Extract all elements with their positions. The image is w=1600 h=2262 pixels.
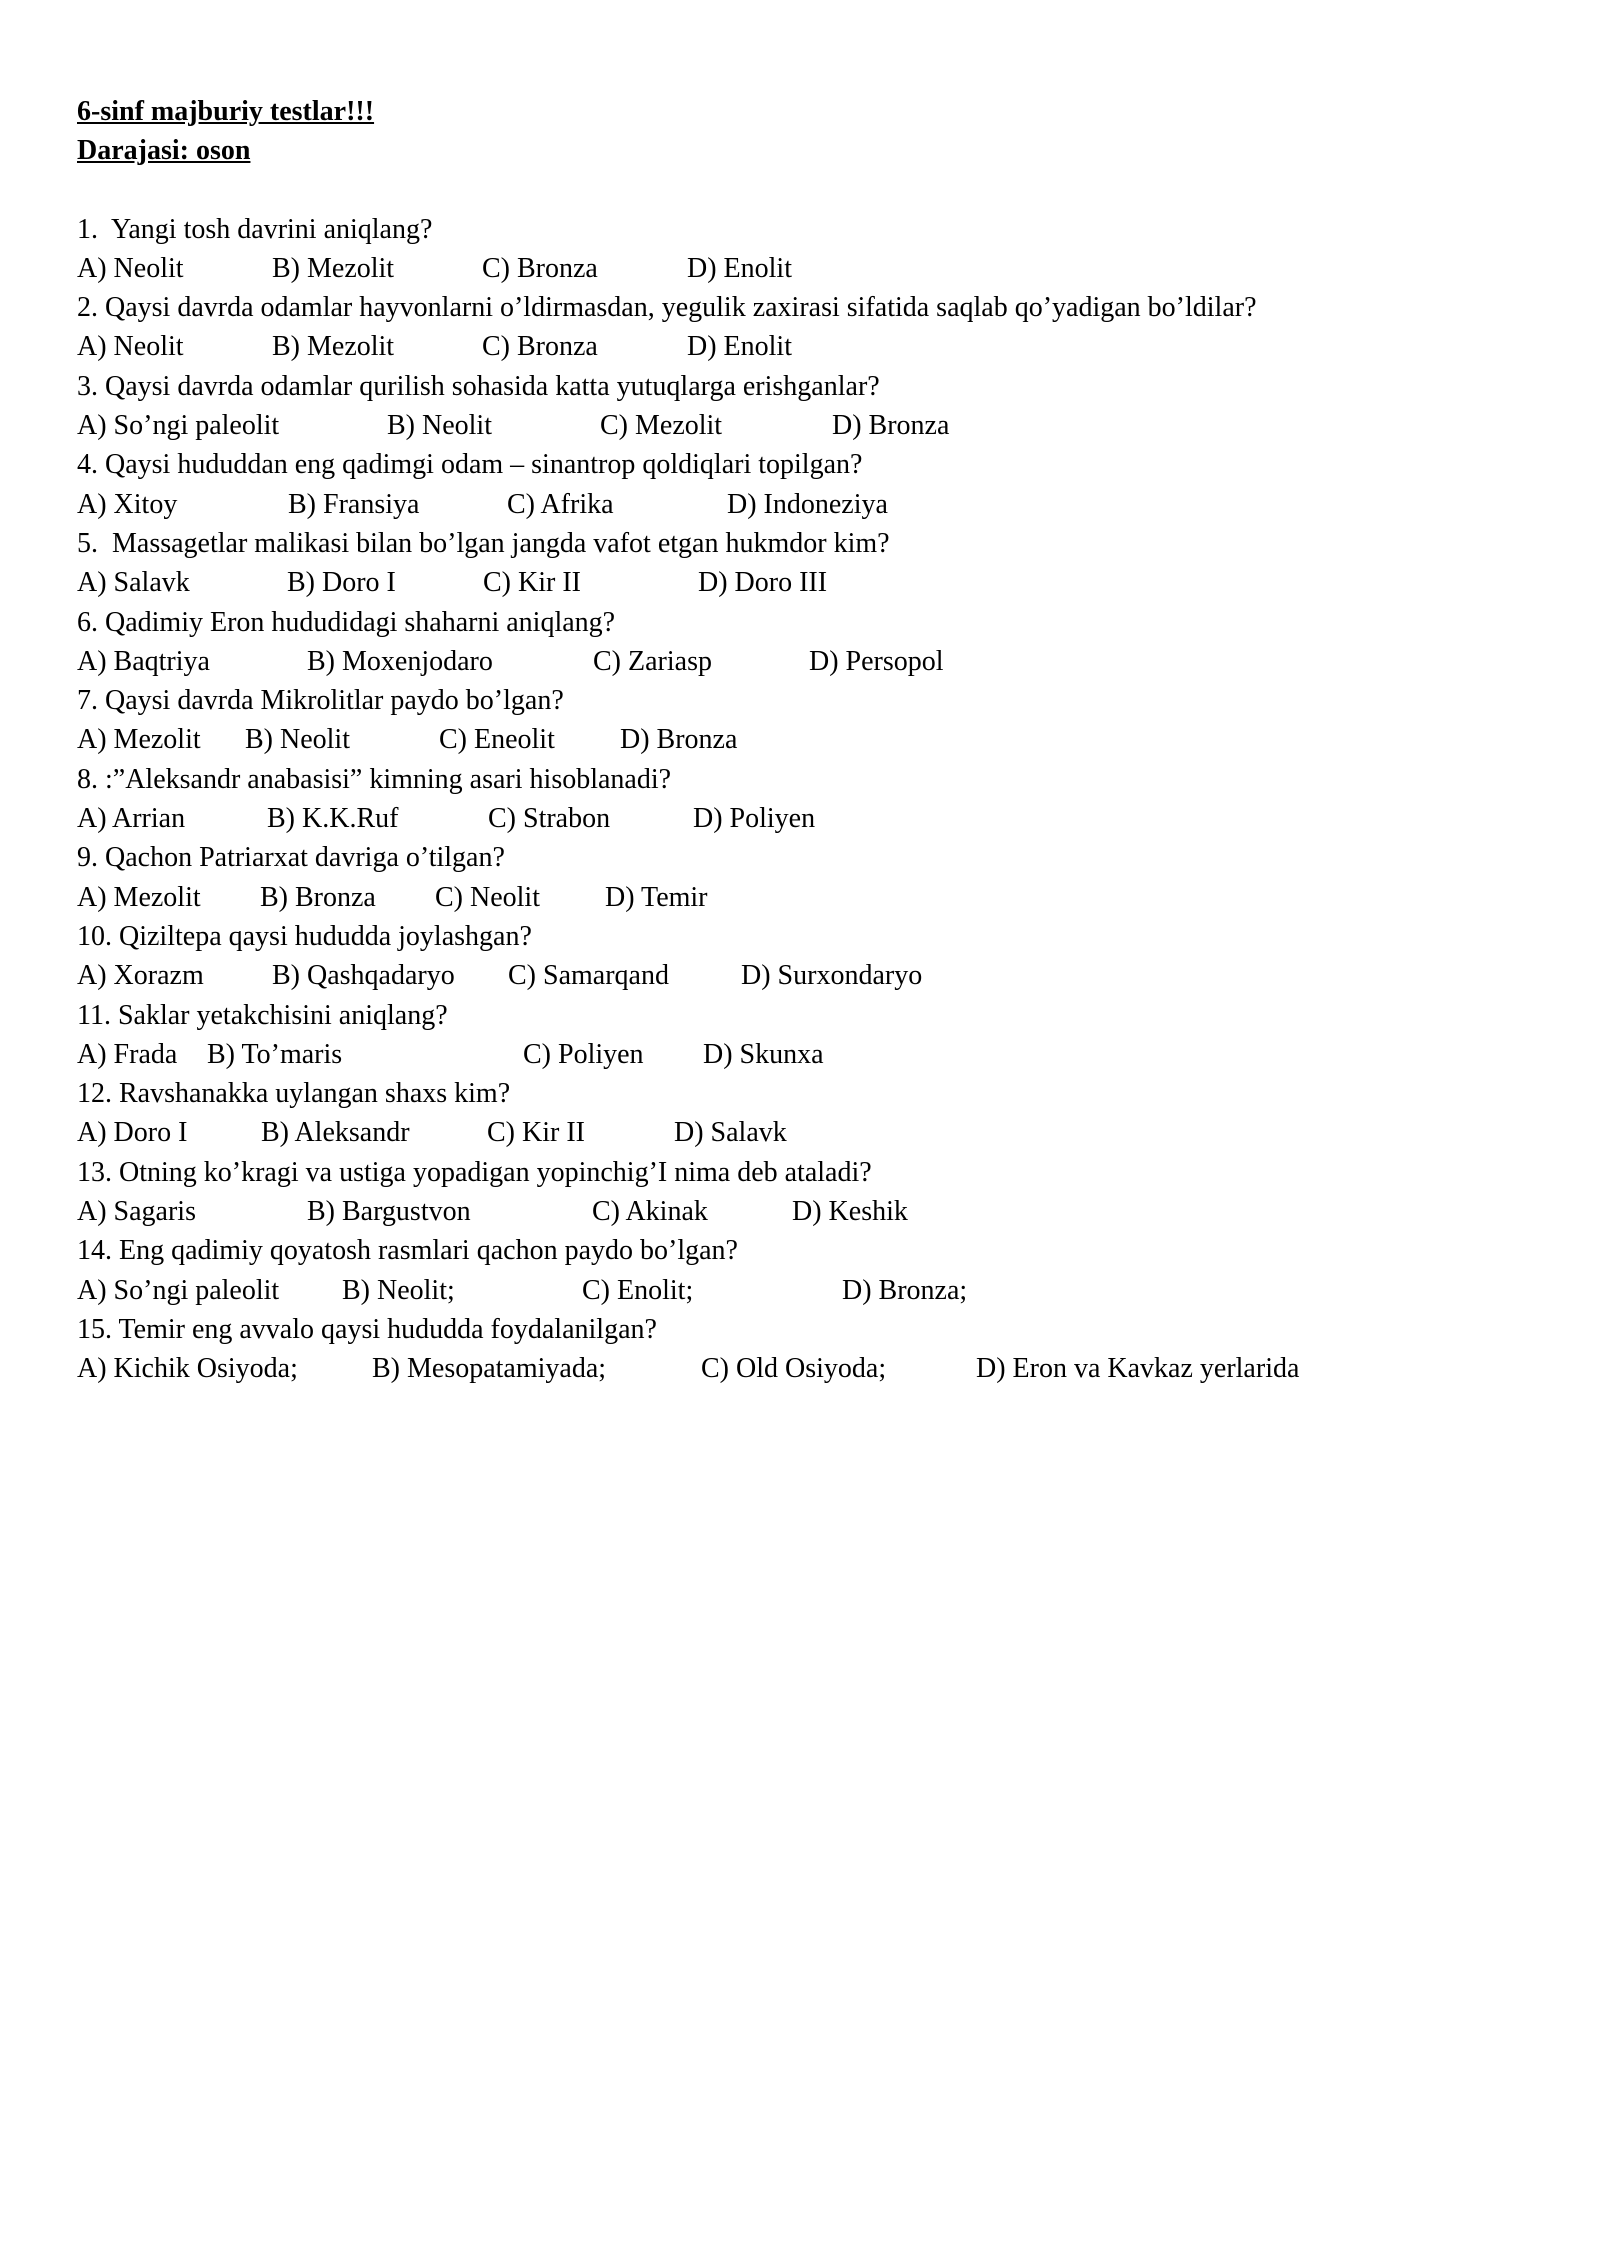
question-text: 8. :”Aleksandr anabasisi” kimning asari hisoblanadi? <box>77 763 672 795</box>
answer-option-d: D) Doro III <box>698 567 828 599</box>
answer-option-d: D) Salavk <box>674 1117 787 1149</box>
answer-option-a: A) So’ngi paleolit <box>77 1274 280 1306</box>
answer-option-c: C) Afrika <box>507 488 614 520</box>
answer-option-b: B) Mezolit <box>272 331 395 363</box>
answer-option-c: C) Eneolit <box>439 724 555 756</box>
answer-option-d: D) Enolit <box>687 331 792 363</box>
question-text: 1. Yangi tosh davrini aniqlang? <box>77 213 433 245</box>
answer-options <box>77 563 1557 602</box>
answer-options <box>77 1271 1557 1310</box>
answer-option-d: D) Enolit <box>687 252 792 284</box>
answer-option-d: D) Keshik <box>792 1196 908 1228</box>
test-document <box>77 92 1557 1389</box>
answer-options <box>77 878 1557 917</box>
answer-option-d: D) Persopol <box>809 645 944 677</box>
answer-option-a: A) Sagaris <box>77 1196 196 1228</box>
answer-options <box>77 1349 1557 1388</box>
answer-option-d: D) Surxondaryo <box>741 960 923 992</box>
answer-options <box>77 642 1557 681</box>
answer-option-d: D) Temir <box>605 881 708 913</box>
answer-option-a: A) Neolit <box>77 331 184 363</box>
answer-option-d: D) Bronza <box>620 724 738 756</box>
answer-option-b: B) Doro I <box>287 567 396 599</box>
answer-options <box>77 1113 1557 1152</box>
question-text: 2. Qaysi davrda odamlar hayvonlarni o’ldirmasdan, yegulik zaxirasi sifatida saqlab qo’yadigan bo’ldilar? <box>77 292 1257 324</box>
answer-option-a: A) Arrian <box>77 803 186 835</box>
answer-option-c: C) Old Osiyoda; <box>701 1353 887 1385</box>
question-text: 9. Qachon Patriarxat davriga o’tilgan? <box>77 842 505 874</box>
answer-options <box>77 249 1557 288</box>
answer-option-d: D) Poliyen <box>693 803 816 835</box>
answer-option-b: B) Aleksandr <box>261 1117 410 1149</box>
answer-option-c: C) Neolit <box>435 881 540 913</box>
answer-option-b: B) To’maris <box>207 1038 343 1070</box>
answer-option-b: B) Fransiya <box>288 488 420 520</box>
answer-option-b: B) Bargustvon <box>307 1196 471 1228</box>
answer-option-a: A) Mezolit <box>77 724 201 756</box>
answer-option-c: C) Mezolit <box>600 410 723 442</box>
question-text: 12. Ravshanakka uylangan shaxs kim? <box>77 1078 511 1110</box>
answer-option-a: A) Xitoy <box>77 488 178 520</box>
answer-options <box>77 799 1557 838</box>
answer-option-c: C) Kir II <box>483 567 581 599</box>
answer-option-b: B) Bronza <box>260 881 376 913</box>
answer-option-c: C) Bronza <box>482 331 598 363</box>
answer-option-b: B) Neolit <box>387 410 492 442</box>
answer-option-a: A) Baqtriya <box>77 645 210 677</box>
answer-options <box>77 485 1557 524</box>
answer-option-b: B) Neolit; <box>342 1274 455 1306</box>
question-text: 15. Temir eng avvalo qaysi hududda foydalanilgan? <box>77 1313 657 1345</box>
answer-option-d: D) Skunxa <box>703 1038 824 1070</box>
answer-options <box>77 1035 1557 1074</box>
answer-option-a: A) Xorazm <box>77 960 204 992</box>
answer-option-d: D) Bronza; <box>842 1274 968 1306</box>
answer-options <box>77 406 1557 445</box>
answer-option-a: A) Frada <box>77 1038 178 1070</box>
answer-option-b: B) Qashqadaryo <box>272 960 455 992</box>
answer-option-b: B) Neolit <box>245 724 350 756</box>
question-text: 4. Qaysi hududdan eng qadimgi odam – sinantrop qoldiqlari topilgan? <box>77 449 863 481</box>
answer-option-d: D) Bronza <box>832 410 950 442</box>
answer-options <box>77 327 1557 366</box>
answer-option-b: B) Mezolit <box>272 252 395 284</box>
question-text: 5. Massagetlar malikasi bilan bo’lgan jangda vafot etgan hukmdor kim? <box>77 527 890 559</box>
answer-option-c: C) Kir II <box>487 1117 585 1149</box>
answer-option-d: D) Eron va Kavkaz yerlarida <box>976 1353 1300 1385</box>
question-text: 11. Saklar yetakchisini aniqlang? <box>77 999 448 1031</box>
document-title: 6-sinf majburiy testlar!!! <box>77 96 375 127</box>
question-list <box>77 210 1557 1389</box>
answer-option-b: B) Moxenjodaro <box>307 645 493 677</box>
answer-option-c: C) Akinak <box>592 1196 708 1228</box>
question-text: 7. Qaysi davrda Mikrolitlar paydo bo’lgan? <box>77 685 564 717</box>
answer-options <box>77 956 1557 995</box>
answer-option-c: C) Samarqand <box>508 960 669 992</box>
question-text: 13. Otning ko’kragi va ustiga yopadigan yopinchig’I nima deb ataladi? <box>77 1156 872 1188</box>
answer-option-c: C) Poliyen <box>523 1038 644 1070</box>
answer-option-b: B) Mesopatamiyada; <box>372 1353 607 1385</box>
answer-option-a: A) So’ngi paleolit <box>77 410 280 442</box>
answer-option-c: C) Strabon <box>488 803 611 835</box>
answer-option-c: C) Bronza <box>482 252 598 284</box>
answer-option-a: A) Doro I <box>77 1117 188 1149</box>
answer-option-a: A) Mezolit <box>77 881 201 913</box>
answer-options <box>77 720 1557 759</box>
question-text: 3. Qaysi davrda odamlar qurilish sohasida katta yutuqlarga erishganlar? <box>77 370 880 402</box>
answer-options <box>77 1192 1557 1231</box>
answer-option-c: C) Zariasp <box>593 645 712 677</box>
spacer <box>77 171 1557 210</box>
answer-option-c: C) Enolit; <box>582 1274 694 1306</box>
answer-option-a: A) Neolit <box>77 252 184 284</box>
answer-option-a: A) Salavk <box>77 567 190 599</box>
answer-option-a: A) Kichik Osiyoda; <box>77 1353 298 1385</box>
answer-option-d: D) Indoneziya <box>727 488 888 520</box>
question-text: 6. Qadimiy Eron hududidagi shaharni aniqlang? <box>77 606 616 638</box>
answer-option-b: B) K.K.Ruf <box>267 803 399 835</box>
question-text: 10. Qiziltepa qaysi hududda joylashgan? <box>77 920 532 952</box>
difficulty-level: Darajasi: oson <box>77 135 251 167</box>
question-text: 14. Eng qadimiy qoyatosh rasmlari qachon paydo bo’lgan? <box>77 1235 738 1267</box>
